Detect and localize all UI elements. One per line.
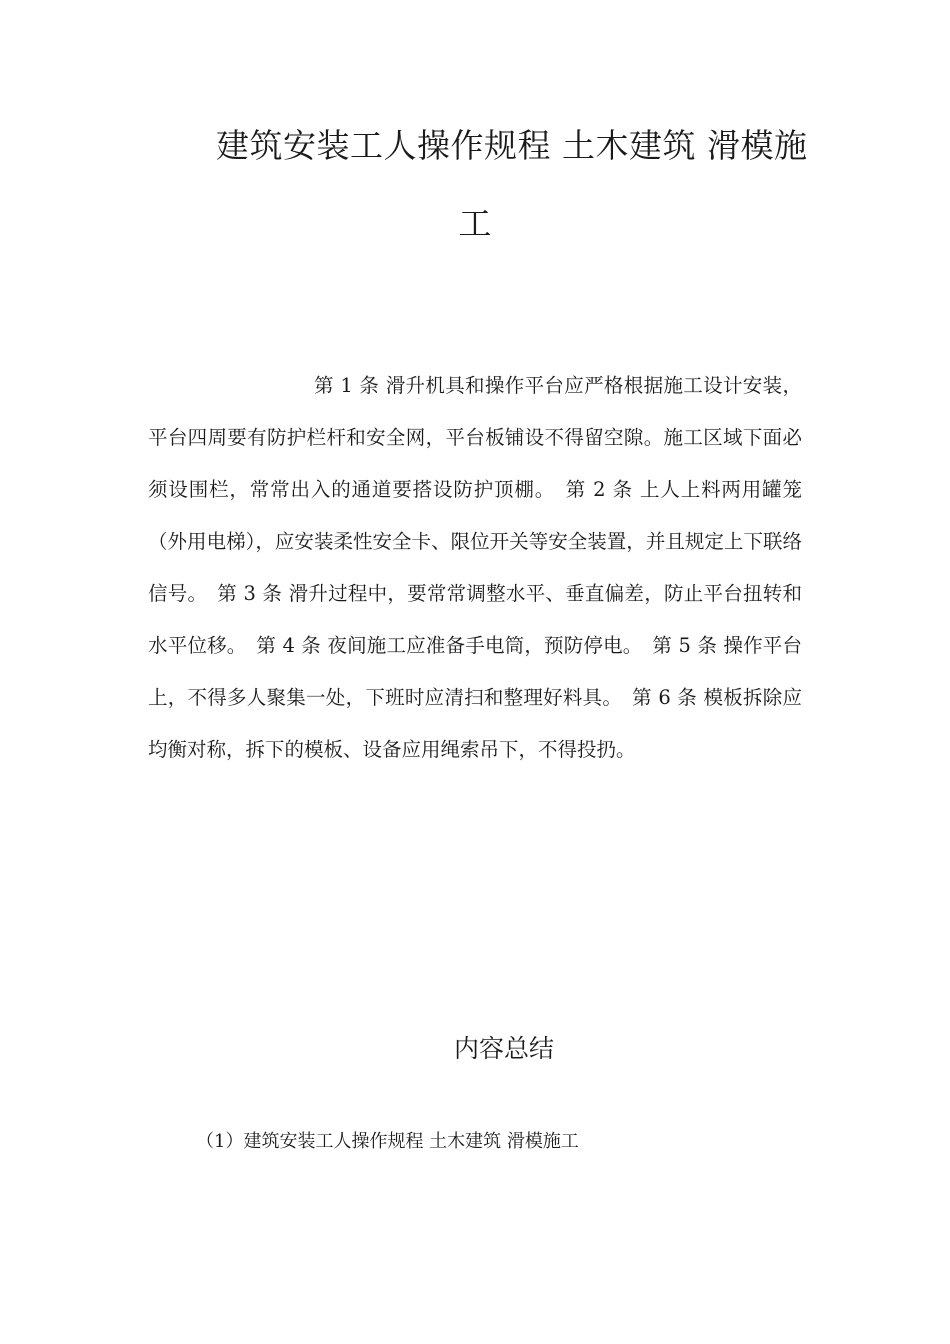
document-body-paragraph: 第 1 条 滑升机具和操作平台应严格根据施工设计安装，平台四周要有防护栏杆和安全网，平台板铺设不得留空隙。施工区域下面必须设围栏，常常出入的通道要搭设防护顶棚。 第 2 条 上人上料两用罐笼（外用电梯），应安装柔性安全卡、限位开关等安全装置，并且规定上下联络信号。 第 3 条 滑升过程中，要常常调整水平、垂直偏差，防止平台扭转和水平位移。 第 4 条 夜间施工应准备手电筒，预防停电。 第 5 条 操作平台上，不得多人聚集一处，下班时应清扫和整理好料具。 第 6 条 模板拆除应均衡对称，拆下的模板、设备应用绳索吊下，不得投扔。	[148, 374, 802, 761]
document-title-line-1: 建筑安装工人操作规程 土木建筑 滑模施	[216, 126, 808, 165]
summary-heading: 内容总结	[453, 1034, 554, 1063]
document-title-line-2: 工	[458, 204, 492, 243]
summary-item: （1）建筑安装工人操作规程 土木建筑 滑模施工	[196, 1131, 579, 1152]
